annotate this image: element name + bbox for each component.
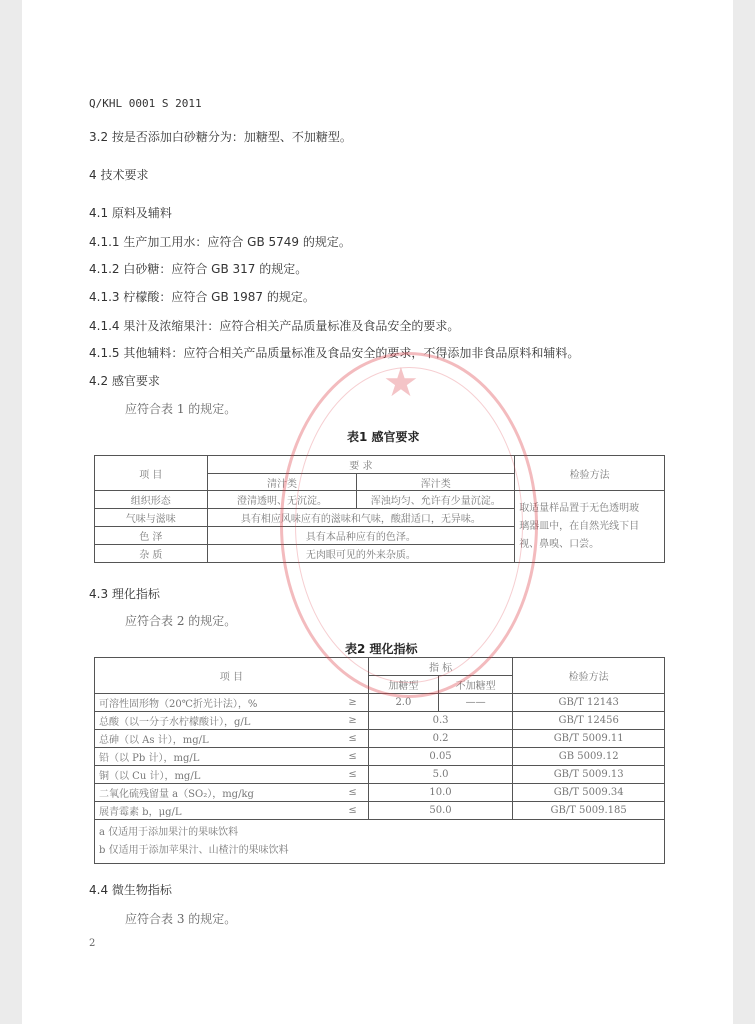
table-row: [95, 748, 665, 766]
table-cell: ≤: [337, 802, 368, 820]
table-cell: ≥: [337, 712, 368, 730]
table-1-method-cell: [515, 491, 665, 563]
table-2-head-index: 指 标: [368, 658, 513, 676]
table-cell: 铜（以 Cu 计），mg/L: [95, 766, 338, 784]
table-cell: ≥: [337, 694, 368, 712]
method-line: 取适量样品置于无色透明玻: [519, 502, 640, 514]
table-row: [95, 802, 665, 820]
table-cell: 具有相应风味应有的滋味和气味，酸甜适口，无异味。: [207, 509, 515, 527]
table-cell: GB/T 12143: [513, 694, 665, 712]
table-cell: 50.0: [368, 802, 513, 820]
table-1-head-method: 检验方法: [515, 456, 665, 491]
section-4-3-body: 应符合表 2 的规定。: [125, 614, 237, 628]
section-4-4-heading: 4.4 微生物指标: [89, 883, 172, 897]
method-line: 视、鼻嗅、口尝。: [519, 538, 600, 550]
table-cell: GB/T 5009.11: [513, 730, 665, 748]
table-cell: 气味与滋味: [95, 509, 208, 527]
table-row: [95, 491, 665, 509]
footnote-b: b 仅适用于添加苹果汁、山楂汁的果味饮料: [99, 845, 289, 856]
table-cell: 浑浊均匀、允许有少量沉淀。: [357, 491, 515, 509]
table-notes-row: [95, 820, 665, 864]
table-cell: 铅（以 Pb 计），mg/L: [95, 748, 338, 766]
section-4-heading: 4 技术要求: [89, 168, 149, 182]
clause-4-1-1: 4.1.1 生产加工用水：应符合 GB 5749 的规定。: [89, 235, 351, 249]
table-cell: 0.2: [368, 730, 513, 748]
table-2-notes: [95, 820, 665, 864]
table-2: [94, 657, 665, 864]
table-cell: 可溶性固形物（20℃折光计法），%: [95, 694, 338, 712]
table-cell: 0.3: [368, 712, 513, 730]
clause-4-1-3: 4.1.3 柠檬酸：应符合 GB 1987 的规定。: [89, 290, 315, 304]
standard-code: Q/KHL 0001 S 2011: [89, 97, 202, 110]
table-row: [95, 730, 665, 748]
table-2-head-item: 项 目: [95, 658, 369, 694]
clause-4-1-4: 4.1.4 果汁及浓缩果汁：应符合相关产品质量标准及食品安全的要求。: [89, 319, 460, 333]
table-2-sub-nosugar: 不加糖型: [439, 676, 513, 694]
clause-4-1-2: 4.1.2 白砂糖：应符合 GB 317 的规定。: [89, 262, 308, 276]
table-2-head-method: 检验方法: [513, 658, 665, 694]
table-cell: ≤: [337, 748, 368, 766]
table-1-sub-clear: 清汁类: [207, 474, 357, 491]
table-2-sub-sugar: 加糖型: [368, 676, 438, 694]
footnote-a: a 仅适用于添加果汁的果味饮料: [99, 827, 239, 838]
table-row: [95, 784, 665, 802]
table-cell: 具有本品种应有的色泽。: [207, 527, 515, 545]
section-4-2-heading: 4.2 感官要求: [89, 374, 160, 388]
table-row: [95, 766, 665, 784]
table-cell: 组织形态: [95, 491, 208, 509]
table-cell: GB/T 5009.34: [513, 784, 665, 802]
document-page: [22, 0, 733, 1024]
table-1: [94, 455, 665, 563]
table-cell: 5.0: [368, 766, 513, 784]
table-1-head-item: 项 目: [95, 456, 208, 491]
table-row: [95, 712, 665, 730]
table-1-sub-cloudy: 浑汁类: [357, 474, 515, 491]
section-4-4-body: 应符合表 3 的规定。: [125, 912, 237, 926]
table-cell: GB/T 5009.185: [513, 802, 665, 820]
table-cell: 总砷（以 As 计），mg/L: [95, 730, 338, 748]
table-cell: GB/T 12456: [513, 712, 665, 730]
table-cell: 0.05: [368, 748, 513, 766]
page-number: 2: [89, 938, 96, 949]
table-cell: ≤: [337, 730, 368, 748]
table-cell: 2.0: [368, 694, 438, 712]
table-cell: 10.0: [368, 784, 513, 802]
table-cell: 总酸（以一分子水柠檬酸计），g/L: [95, 712, 338, 730]
table-cell: ——: [439, 694, 513, 712]
section-4-2-body: 应符合表 1 的规定。: [125, 402, 237, 416]
table-cell: 色 泽: [95, 527, 208, 545]
clause-3-2: 3.2 按是否添加白砂糖分为：加糖型、不加糖型。: [89, 130, 352, 144]
section-4-1-heading: 4.1 原料及辅料: [89, 206, 172, 220]
table-2-caption: 表2 理化指标: [345, 642, 418, 656]
table-cell: 展青霉素 b，μg/L: [95, 802, 338, 820]
table-cell: 无肉眼可见的外来杂质。: [207, 545, 515, 563]
clause-4-1-5: 4.1.5 其他辅料：应符合相关产品质量标准及食品安全的要求，不得添加非食品原料和辅料。: [89, 346, 580, 360]
table-cell: GB 5009.12: [513, 748, 665, 766]
section-4-3-heading: 4.3 理化指标: [89, 587, 160, 601]
table-cell: 澄清透明、无沉淀。: [207, 491, 357, 509]
table-cell: 二氧化硫残留量 a（SO₂），mg/kg: [95, 784, 338, 802]
table-cell: ≤: [337, 766, 368, 784]
table-cell: GB/T 5009.13: [513, 766, 665, 784]
table-1-head-requirement: 要 求: [207, 456, 515, 474]
table-1-caption: 表1 感官要求: [347, 430, 420, 444]
table-cell: ≤: [337, 784, 368, 802]
seal-star-icon: ★: [383, 360, 419, 406]
method-line: 璃器皿中，在自然光线下目: [519, 520, 640, 532]
table-row: [95, 694, 665, 712]
table-cell: 杂 质: [95, 545, 208, 563]
